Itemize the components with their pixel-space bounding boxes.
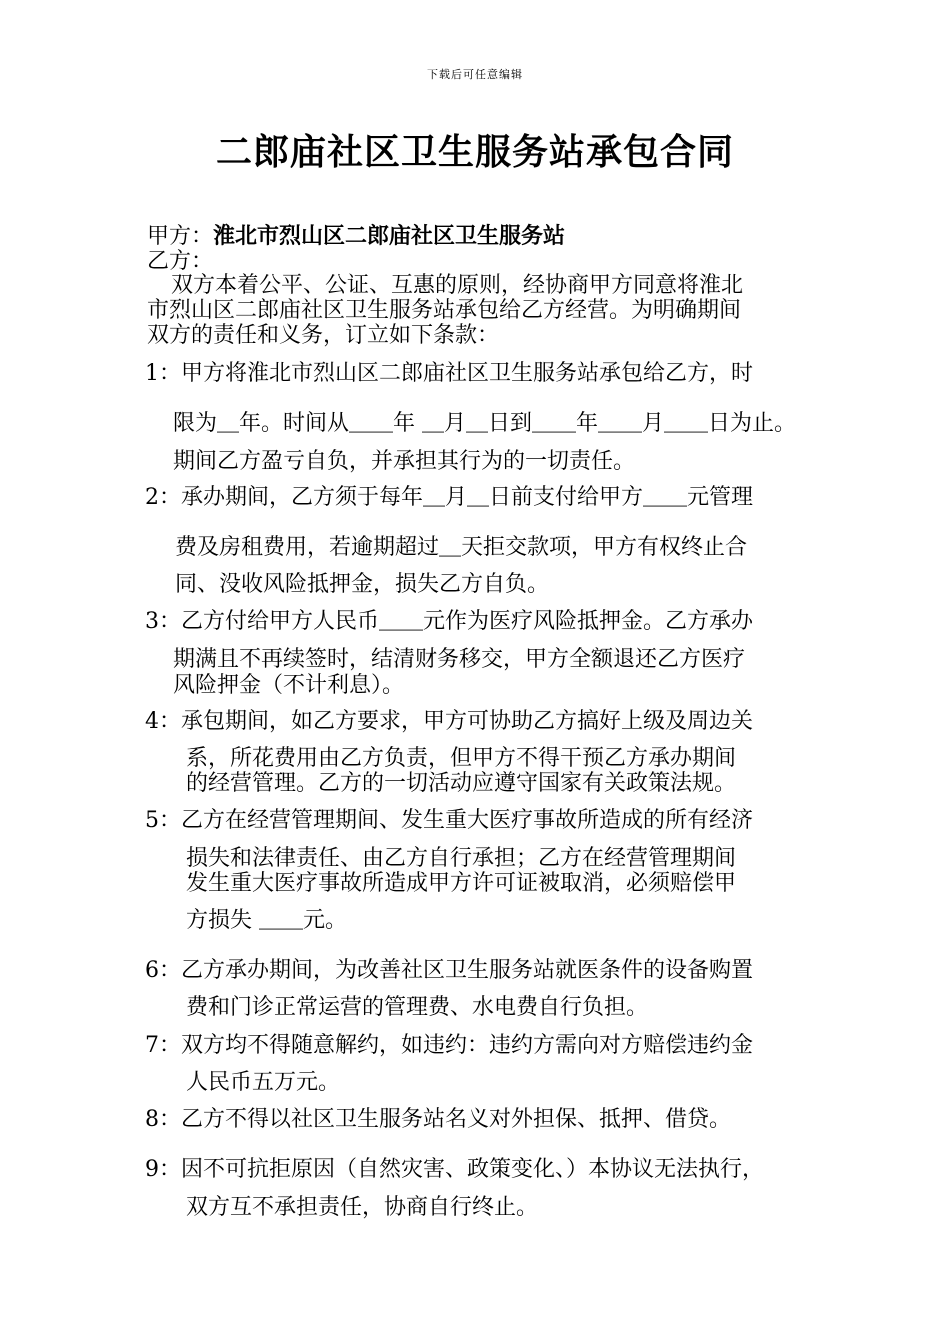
intro-line: 双方的责任和义务，订立如下条款：: [147, 323, 500, 348]
clause-line: 人民币五万元。: [186, 1070, 341, 1095]
intro-line: 市烈山区二郎庙社区卫生服务站承包给乙方经营。为明确期间: [147, 298, 742, 323]
clause-line: 期间乙方盈亏自负，并承担其行为的一切责任。: [173, 449, 636, 474]
clause-line: 系，所花费用由乙方负责，但甲方不得干预乙方承办期间: [186, 746, 737, 771]
clause-line: 8：乙方不得以社区卫生服务站名义对外担保、抵押、借贷。: [145, 1107, 731, 1132]
clause-line: 同、没收风险抵押金，损失乙方自负。: [175, 572, 550, 597]
clause-line: 4：承包期间，如乙方要求，甲方可协助乙方搞好上级及周边关: [145, 709, 753, 734]
clause-line: 期满且不再续签时，结清财务移交，甲方全额退还乙方医疗: [173, 647, 746, 672]
clause-line: 发生重大医疗事故所造成甲方许可证被取消，必须赔偿甲: [186, 871, 737, 896]
party-a-label: 甲方：: [147, 224, 214, 249]
clause-line: 5：乙方在经营管理期间、发生重大医疗事故所造成的所有经济: [145, 808, 753, 833]
clause-line: 9：因不可抗拒原因（自然灾害、政策变化、）本协议无法执行，: [145, 1157, 764, 1182]
clause-line: 费和门诊正常运营的管理费、水电费自行负担。: [186, 995, 649, 1020]
party-a-name: 淮北市烈山区二郎庙社区卫生服务站: [213, 224, 566, 249]
contract-title: 二郎庙社区卫生服务站承包合同: [215, 132, 734, 173]
intro-line: 双方本着公平、公证、互惠的原则，经协商甲方同意将淮北: [171, 273, 744, 298]
clause-line: 6：乙方承办期间，为改善社区卫生服务站就医条件的设备购置: [145, 958, 753, 983]
clause-line: 费及房租费用，若逾期超过＿天拒交款项，甲方有权终止合: [175, 535, 748, 560]
party-a-line: [147, 224, 565, 250]
clause-line: 方损失 ＿＿元。: [186, 908, 347, 933]
clause-line: 2：承办期间，乙方须于每年＿月＿日前支付给甲方＿＿元管理: [145, 485, 753, 510]
clause-line: 1：甲方将淮北市烈山区二郎庙社区卫生服务站承包给乙方，时: [145, 361, 753, 386]
clause-line: 限为＿年。时间从＿＿年 ＿月＿日到＿＿年＿＿月＿＿日为止。: [173, 411, 796, 436]
party-b-line: [147, 249, 213, 275]
party-b-label: 乙方：: [147, 249, 214, 274]
clause-line: 3：乙方付给甲方人民币＿＿元作为医疗风险抵押金。乙方承办: [145, 609, 753, 634]
clause-line: 的经营管理。乙方的一切活动应遵守国家有关政策法规。: [186, 771, 737, 796]
clause-line: 7：双方均不得随意解约，如违约：违约方需向对方赔偿违约金: [145, 1033, 753, 1058]
clause-line: 损失和法律责任、由乙方自行承担；乙方在经营管理期间: [186, 846, 737, 871]
clause-line: 双方互不承担责任，协商自行终止。: [186, 1195, 539, 1220]
header-note: 下载后可任意编辑: [427, 68, 523, 81]
clause-line: 风险押金（不计利息）。: [173, 673, 405, 698]
